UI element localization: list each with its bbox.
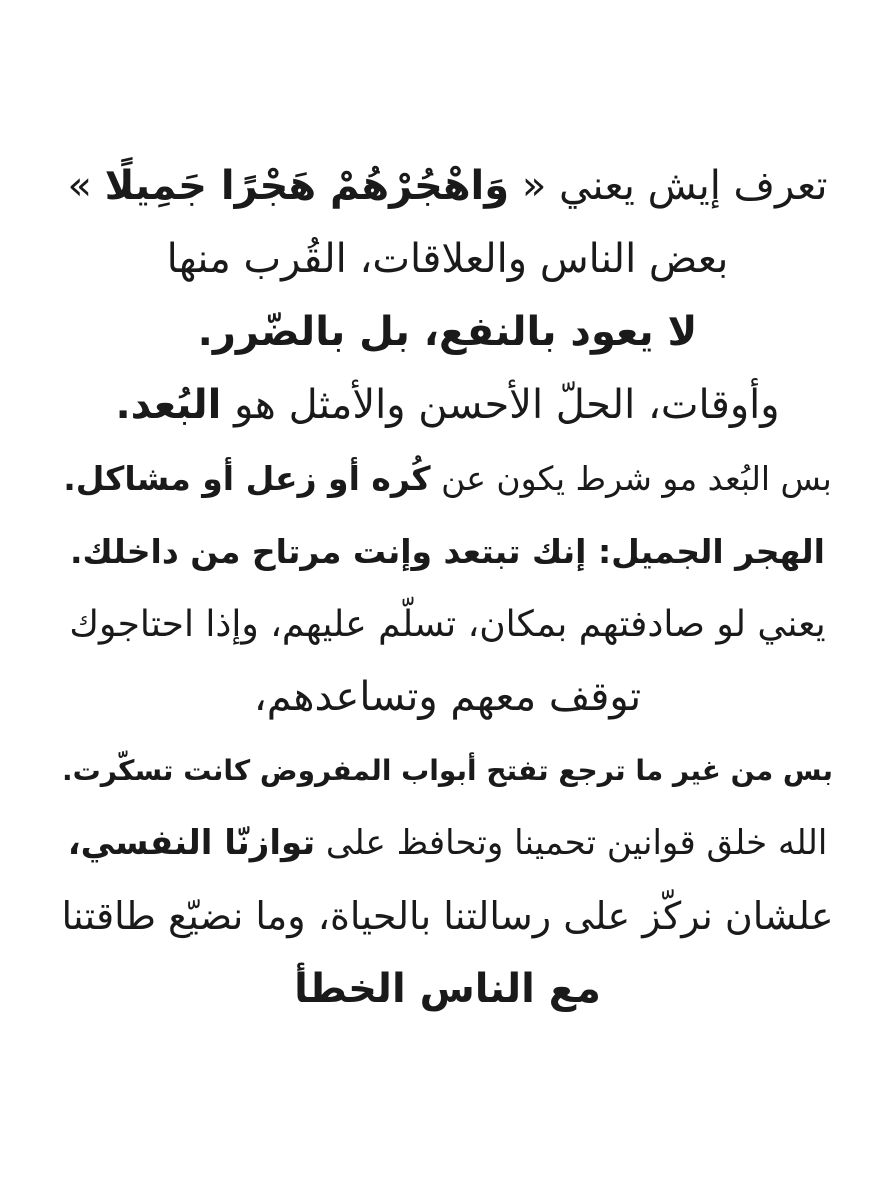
text-line — [60, 661, 835, 734]
text-line — [60, 223, 835, 296]
bold-text-fragment: الهجر الجميل: إنك تبتعد وإنت مرتاح من داخلك. — [70, 532, 825, 571]
text-fragment: تعرف إيش يعني « — [509, 163, 828, 209]
quote-text-block — [60, 150, 835, 1026]
bold-text-fragment: توازنّا النفسي، — [67, 823, 316, 863]
text-line — [60, 734, 835, 807]
text-fragment: وأوقات، الحلّ الأحسن والأمثل هو — [221, 382, 780, 428]
bold-text-fragment: لا يعود بالنفع، بل بالضّرر. — [197, 309, 698, 355]
text-fragment: بس البُعد مو شرط يكون عن — [430, 459, 832, 498]
text-fragment: بعض الناس والعلاقات، القُرب منها — [166, 236, 729, 282]
text-fragment: يعني لو صادفتهم بمكان، تسلّم عليهم، وإذا احتاجوك — [69, 604, 826, 645]
text-fragment: توقف معهم وتساعدهم، — [253, 674, 642, 720]
bold-text-fragment: مع الناس الخطأ — [294, 966, 601, 1012]
text-line — [60, 515, 835, 588]
text-fragment: الله خلق قوانين تحمينا وتحافظ على — [315, 823, 828, 863]
text-line — [60, 442, 835, 515]
bold-text-fragment: كُره أو زعل أو مشاكل. — [63, 459, 431, 498]
bold-text-fragment: البُعد. — [115, 382, 222, 428]
text-line — [60, 150, 835, 223]
text-line — [60, 880, 835, 953]
text-line — [60, 296, 835, 369]
bold-text-fragment: وَاهْجُرْهُمْ هَجْرًا جَمِيلًا — [104, 163, 510, 209]
text-fragment: » — [67, 163, 105, 209]
text-line — [60, 953, 835, 1026]
bold-text-fragment: بس من غير ما ترجع تفتح أبواب المفروض كانت تسكّرت. — [61, 754, 834, 787]
text-line — [60, 588, 835, 661]
text-line — [60, 369, 835, 442]
text-fragment: علشان نركّز على رسالتنا بالحياة، وما نضيّع طاقتنا — [61, 894, 834, 938]
text-line — [60, 807, 835, 880]
